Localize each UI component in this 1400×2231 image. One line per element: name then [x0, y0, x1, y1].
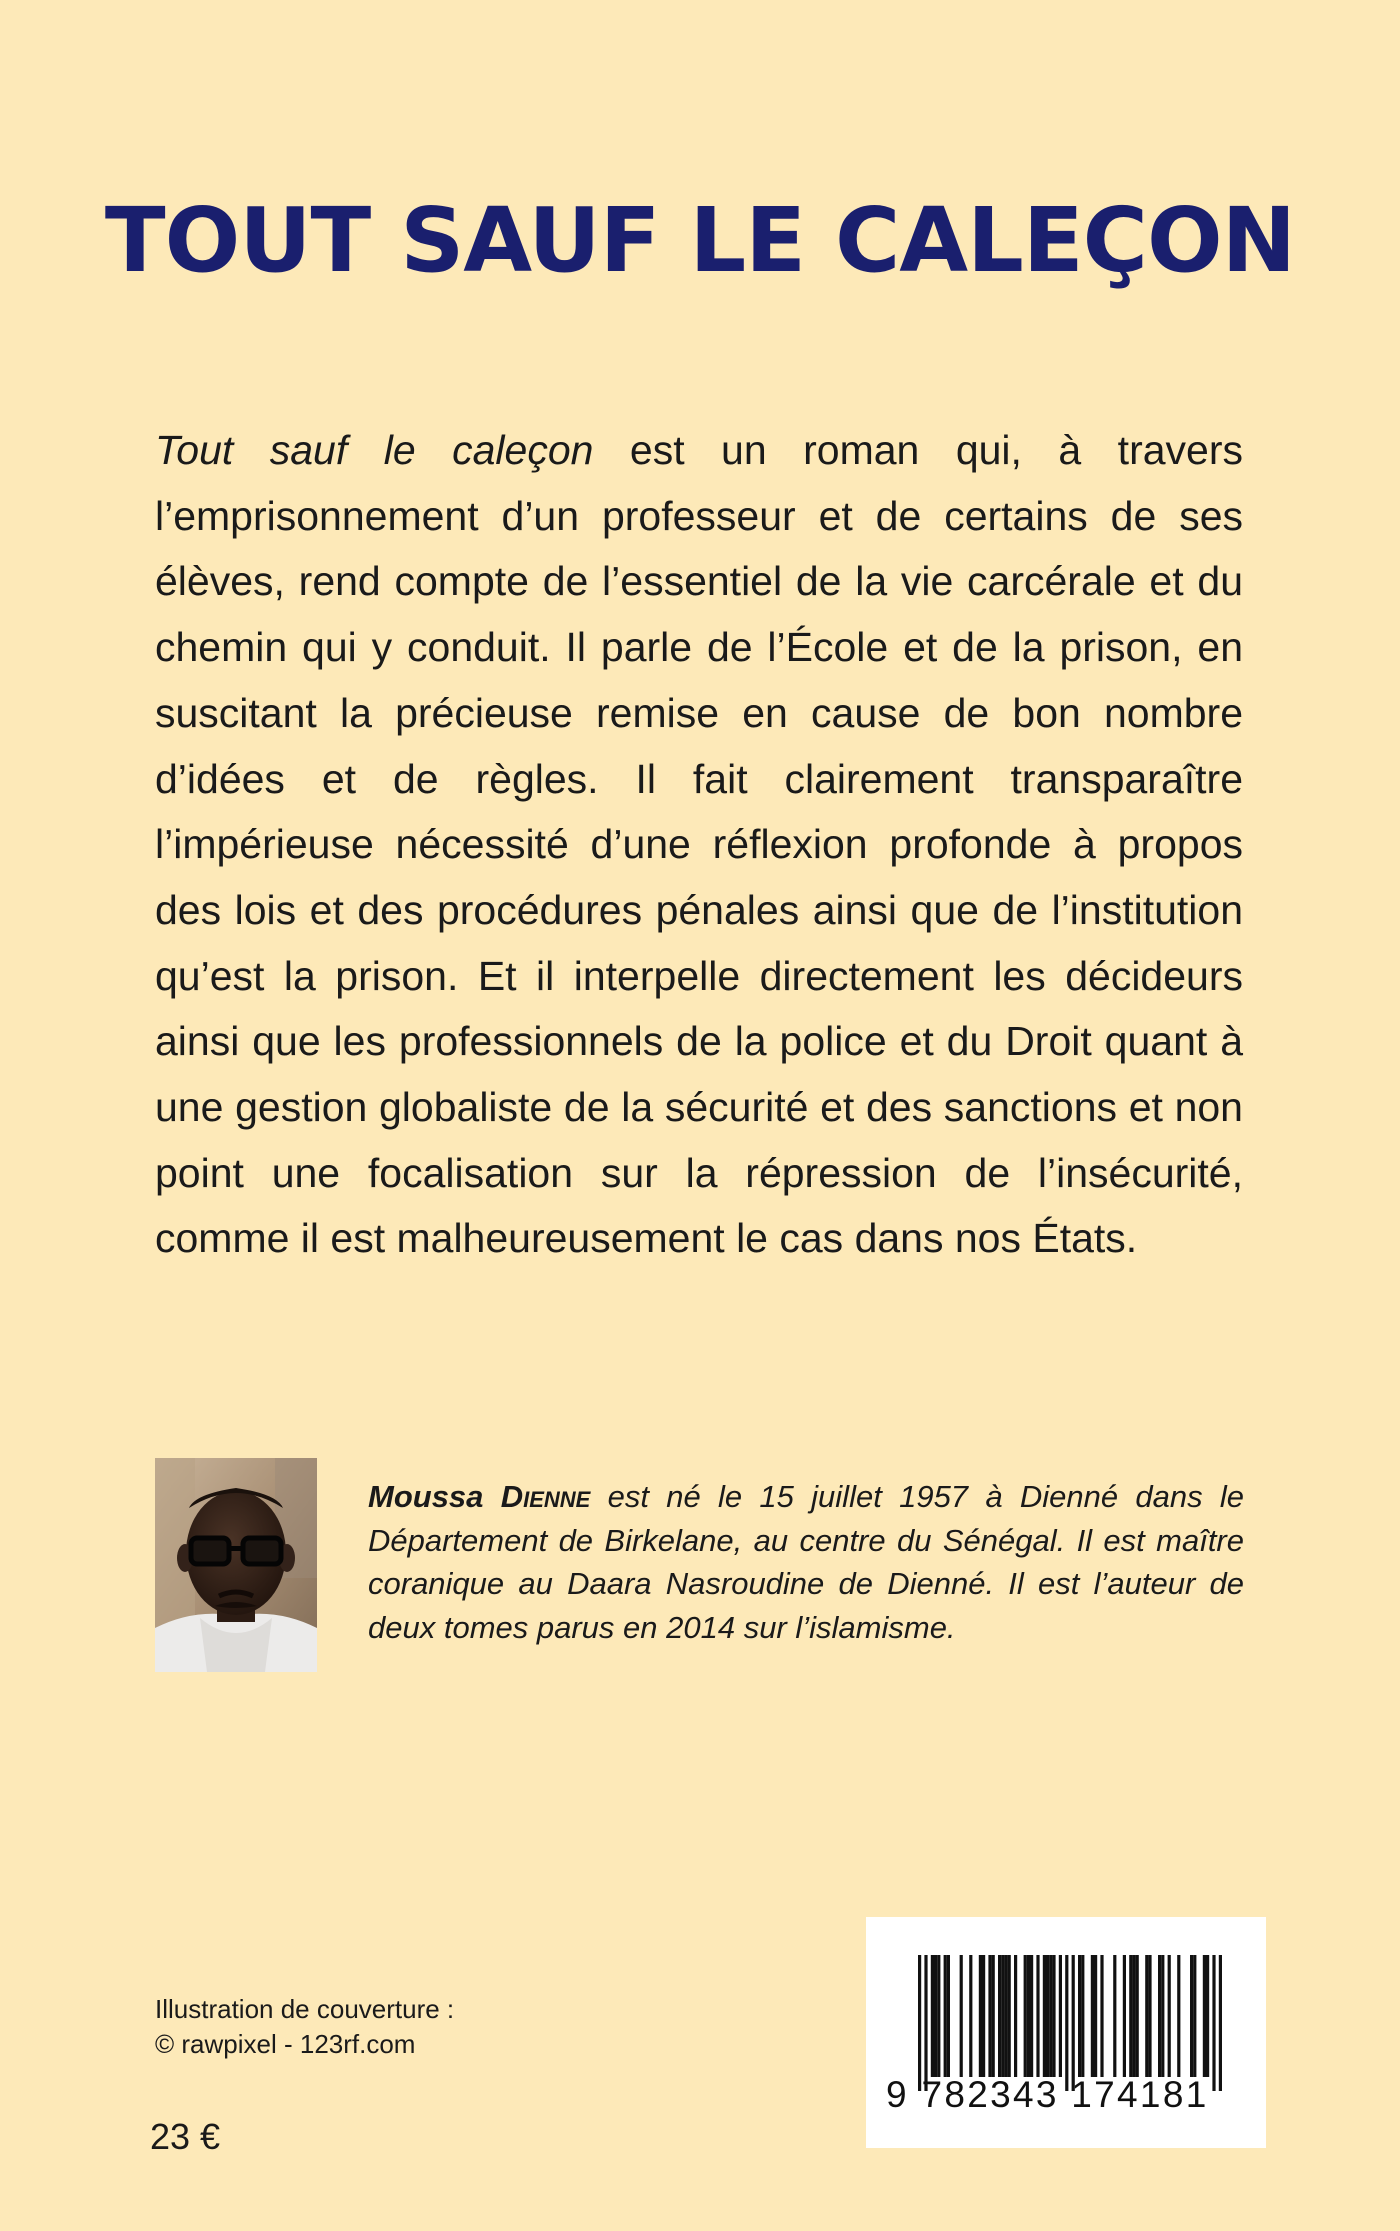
barcode-bar — [1190, 1955, 1193, 2077]
barcode-bar — [1100, 1955, 1103, 2077]
barcode-bar — [1065, 1955, 1068, 2091]
barcode-bar — [992, 1955, 995, 2077]
barcode-bar — [1027, 1955, 1030, 2077]
barcode-bar — [1203, 1955, 1206, 2077]
barcode-bar — [1072, 1955, 1075, 2091]
barcode-bar — [1024, 1955, 1027, 2077]
barcode-bar — [1161, 1955, 1164, 2077]
barcode-bar — [969, 1955, 972, 2077]
barcode-bar — [937, 1955, 940, 2077]
author-bio — [368, 1475, 1244, 1649]
barcode-bar — [1059, 1955, 1062, 2077]
barcode-bar — [1001, 1955, 1004, 2077]
barcode-bar — [1036, 1955, 1039, 2077]
barcode-bar — [1081, 1955, 1084, 2077]
barcode-bar — [1052, 1955, 1055, 2077]
barcode-bar — [1043, 1955, 1046, 2077]
barcode-bar — [1094, 1955, 1097, 2077]
author-last-name: Dienne — [500, 1479, 591, 1514]
barcode-bar — [934, 1955, 937, 2077]
blurb-text: est un roman qui, à travers l’emprisonnement d’un professeur et de certains de ses élèves, rend compte de l’essentiel de la vie carcérale et du chemin qui y conduit. Il parle de l’École et de la prison, en suscitant la précieuse remise en cause de bon nombre d’idées et de règles. Il fait clairement transparaître l’impérieuse nécessité d’une réflexion profonde à propos des lois et des procédures pénales ainsi que de l’institution qu’est la prison. Et il interpelle directement les décideurs ainsi que les professionnels de la police et du Droit quant à une gestion globaliste de la sécurité et des sanctions et non point une focalisation sur la répression de l’insécurité, comme il est malheureusement le cas dans nos États. — [155, 427, 1243, 1262]
barcode-bar — [1136, 1955, 1139, 2077]
author-portrait-icon — [155, 1458, 317, 1672]
barcode-bar — [1123, 1955, 1126, 2077]
barcode-bar — [1219, 1955, 1222, 2091]
barcode-bar — [988, 1955, 991, 2077]
price: 23 € — [150, 2116, 221, 2157]
barcode-bar — [1193, 1955, 1196, 2077]
barcode-bar — [1046, 1955, 1049, 2077]
barcode-bar — [1148, 1955, 1151, 2077]
barcode-bar — [1177, 1955, 1180, 2077]
barcode-bar — [944, 1955, 947, 2077]
credit-line-2: © rawpixel - 123rf.com — [155, 2029, 416, 2059]
author-name — [368, 1479, 590, 1514]
barcode-box — [866, 1917, 1266, 2148]
blurb-italic-title: Tout sauf le caleçon — [155, 427, 594, 473]
book-blurb — [155, 418, 1243, 1272]
barcode-bar — [982, 1955, 985, 2077]
barcode-bar — [1008, 1955, 1011, 2077]
cover-illustration-credit — [155, 1992, 454, 2062]
barcode-bar — [1206, 1955, 1209, 2077]
barcode-bar — [960, 1955, 963, 2077]
barcode-bar — [1168, 1955, 1171, 2077]
book-title: TOUT SAUF LE CALEÇON — [104, 188, 1296, 292]
barcode-bar — [1158, 1955, 1161, 2077]
barcode-bar — [1132, 1955, 1135, 2077]
barcode-bar — [1030, 1955, 1033, 2077]
barcode-bar — [1129, 1955, 1132, 2077]
barcode-bar — [979, 1955, 982, 2077]
barcode-bar — [1212, 1955, 1215, 2091]
barcode-bar — [1078, 1955, 1081, 2077]
barcode-bar — [1113, 1955, 1116, 2077]
barcode-bar — [947, 1955, 950, 2077]
credit-line-1: Illustration de couverture : — [155, 1994, 455, 2024]
barcode-digits: 9 782343 174181 — [886, 2074, 1209, 2115]
author-first-name: Moussa — [368, 1479, 501, 1514]
barcode-bar — [1004, 1955, 1007, 2077]
barcode-bar — [1049, 1955, 1052, 2077]
author-photo — [155, 1458, 317, 1672]
barcode-bar — [1145, 1955, 1148, 2077]
barcode-bar — [1091, 1955, 1094, 2077]
barcode-bar — [1014, 1955, 1017, 2077]
barcode-bar — [924, 1955, 927, 2091]
barcode-bar — [998, 1955, 1001, 2077]
author-bio-text: est né le 15 juillet 1957 à Dienné dans le Département de Birkelane, au centre du Sénégal. Il est maître coranique au Daara Nasroudine de Dienné. Il est l’auteur de deux tomes parus en 2014 sur l’islamisme. — [368, 1479, 1244, 1645]
barcode-bar — [918, 1955, 921, 2091]
barcode-bar — [931, 1955, 934, 2077]
